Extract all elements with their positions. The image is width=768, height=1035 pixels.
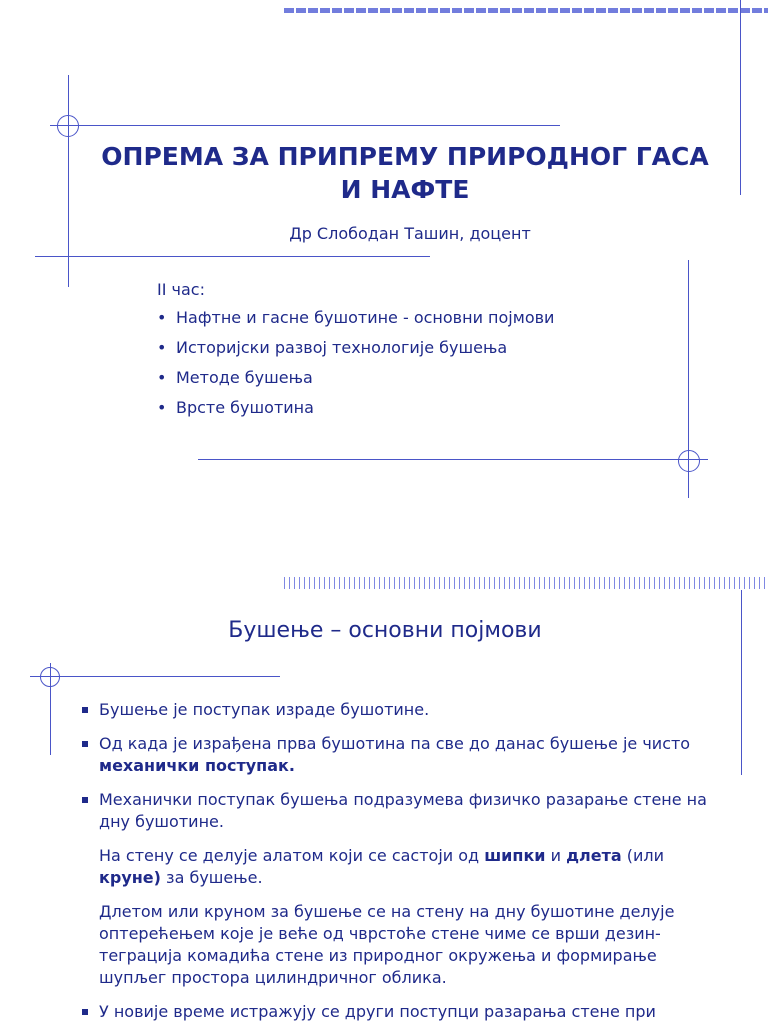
slide2-title: Бушење – основни појмови — [228, 618, 542, 643]
bullet-text: У новије време истражују се други поступци разарања стене при — [99, 1002, 656, 1021]
agenda-header: II час: — [157, 280, 205, 299]
square-bullet-icon — [82, 707, 88, 713]
decor-line — [35, 256, 430, 257]
agenda-item-text: Методе бушења — [176, 368, 313, 387]
bold-term: механички поступак. — [99, 756, 295, 775]
paragraph-text: (или — [621, 846, 665, 865]
paragraph — [80, 845, 720, 889]
agenda-item-text: Историјски развој технологије бушења — [176, 338, 508, 357]
dashed-band-decoration — [284, 577, 768, 589]
paragraph-text: Длетом или круном за бушење се на стену на дну бушотине делује оптерећењем које је веће од чврстоће стене чиме се врши дезин-теграција комадића стене из природног окружења и формирање шупљег простора цилиндричног облика. — [99, 902, 675, 987]
author-subtitle: Др Слободан Ташин, доцент — [289, 224, 531, 243]
crosshair-circle-decoration — [57, 115, 79, 137]
decor-line — [50, 125, 560, 126]
decor-line — [741, 590, 742, 775]
bullet-text: Бушење је поступак израде бушотине. — [99, 700, 430, 719]
bullet-dot: • — [157, 308, 167, 327]
agenda-item — [157, 308, 554, 338]
agenda-list — [157, 280, 554, 428]
checker-band-decoration — [284, 0, 768, 13]
agenda-item — [157, 398, 554, 428]
paragraph — [80, 901, 720, 989]
agenda-item-text: Врсте бушотина — [176, 398, 314, 417]
slide2-content — [80, 699, 720, 1035]
bullet-dot: • — [157, 398, 167, 417]
bullet-item — [80, 789, 720, 833]
bullet-item — [80, 1001, 720, 1023]
crosshair-circle-decoration — [40, 667, 60, 687]
bullet-dot: • — [157, 368, 167, 387]
bold-term: длета — [566, 846, 622, 865]
bullet-text: Од када је израђена прва бушотина па све до данас бушење је чисто — [99, 734, 691, 753]
bullet-dot: • — [157, 338, 167, 357]
square-bullet-icon — [82, 797, 88, 803]
bullet-item — [80, 733, 720, 777]
paragraph-text: и — [545, 846, 567, 865]
title-line: И НАФТЕ — [340, 175, 470, 204]
title-line: ОПРЕМА ЗА ПРИПРЕМУ ПРИРОДНОГ ГАСА — [101, 142, 709, 171]
paragraph-text: за бушење. — [160, 868, 263, 887]
agenda-item-text: Нафтне и гасне бушотине - основни појмови — [176, 308, 555, 327]
decor-line — [198, 459, 708, 460]
slide1-title — [60, 140, 750, 206]
bullet-item — [80, 699, 720, 721]
bullet-text: Механички поступак бушења подразумева физичко разарање стене на дну бушотине. — [99, 790, 707, 831]
square-bullet-icon — [82, 741, 88, 747]
bold-term: шипки — [484, 846, 546, 865]
agenda-item — [157, 338, 554, 368]
agenda-item — [157, 368, 554, 398]
square-bullet-icon — [82, 1009, 88, 1015]
paragraph-text: На стену се делује алатом који се састоји од — [99, 846, 485, 865]
decor-line — [30, 676, 280, 677]
crosshair-circle-decoration — [678, 450, 700, 472]
bold-term: круне) — [99, 868, 161, 887]
